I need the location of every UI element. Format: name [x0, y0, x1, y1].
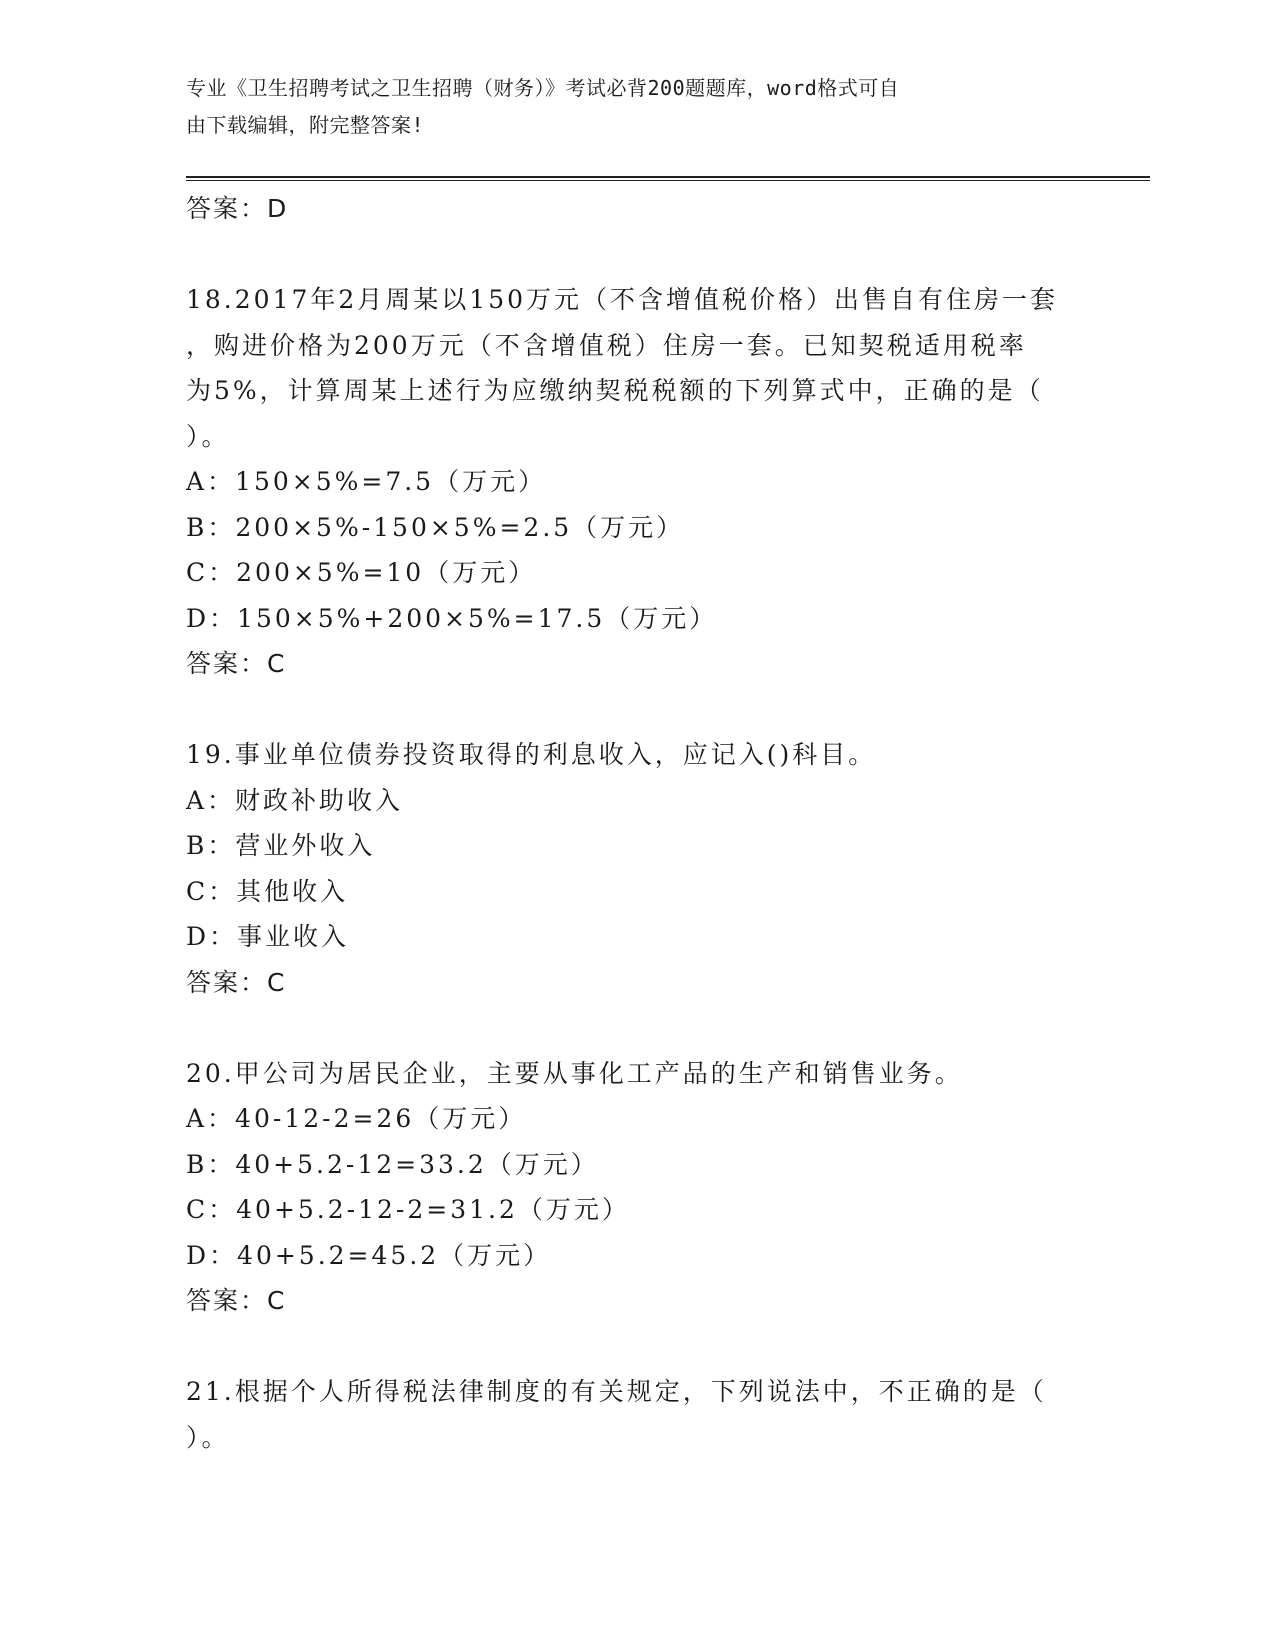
question-text-line: 21.根据个人所得税法律制度的有关规定，下列说法中，不正确的是（ — [186, 1377, 1047, 1406]
question-text-line: 20.甲公司为居民企业，主要从事化工产品的生产和销售业务。 — [186, 1058, 963, 1088]
header-line-1: 专业《卫生招聘考试之卫生招聘（财务）》考试必背200题题库，word格式可自 — [186, 76, 900, 100]
question-20 — [186, 1051, 1146, 1324]
option-c: C：200×5%=10（万元） — [186, 558, 537, 587]
option-a: A：财政补助收入 — [186, 785, 404, 815]
spacer — [186, 1324, 1146, 1370]
option-d: D：事业收入 — [186, 922, 350, 951]
question-19 — [186, 732, 1146, 1005]
question-text-line: ）。 — [186, 421, 230, 451]
option-a: A：150×5%=7.5（万元） — [186, 467, 547, 496]
option-b: B：营业外收入 — [186, 831, 376, 860]
option-c: C：40+5.2-12-2=31.2（万元） — [186, 1195, 630, 1224]
option-b: B：40+5.2-12=33.2（万元） — [186, 1149, 599, 1179]
answer-q19: 答案：C — [186, 967, 287, 997]
question-18 — [186, 277, 1146, 687]
spacer — [186, 1005, 1146, 1051]
option-d: D：40+5.2=45.2（万元） — [186, 1240, 552, 1270]
spacer — [186, 687, 1146, 733]
document-body — [186, 186, 1146, 1460]
option-d: D：150×5%+200×5%=17.5（万元） — [186, 603, 718, 633]
question-text-line: ）。 — [186, 1422, 230, 1452]
option-b: B：200×5%-150×5%=2.5（万元） — [186, 512, 685, 542]
answer-q17: 答案：D — [186, 194, 289, 223]
option-c: C：其他收入 — [186, 876, 349, 906]
header-line-2: 由下载编辑，附完整答案! — [186, 113, 425, 137]
option-a: A：40-12-2=26（万元） — [186, 1104, 527, 1133]
question-text-line: ，购进价格为200万元（不含增值税）住房一套。已知契税适用税率 — [186, 330, 1027, 360]
answer-q20: 答案：C — [186, 1286, 287, 1315]
question-text-line: 19.事业单位债券投资取得的利息收入，应记入()科目。 — [186, 740, 877, 769]
spacer — [186, 232, 1146, 278]
answer-q18: 答案：C — [186, 649, 287, 678]
page-header — [186, 70, 1066, 144]
question-text-line: 18.2017年2月周某以150万元（不含增值税价格）出售自有住房一套 — [186, 285, 1059, 314]
question-21 — [186, 1369, 1146, 1460]
header-divider — [186, 176, 1150, 181]
question-text-line: 为5%，计算周某上述行为应缴纳契税税额的下列算式中，正确的是（ — [186, 376, 1044, 405]
